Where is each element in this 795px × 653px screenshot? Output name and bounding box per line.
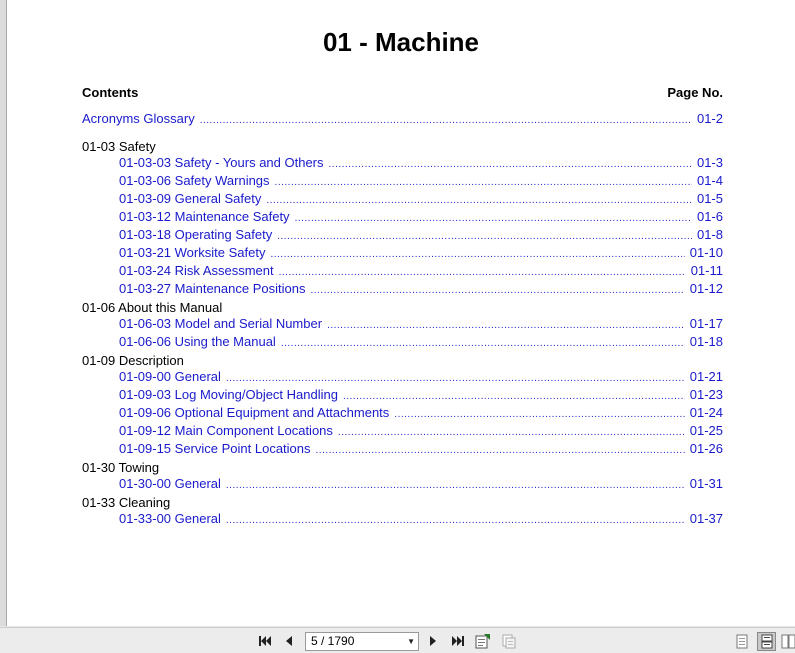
toc-entry-label: 01-09-00 General — [119, 369, 221, 384]
toc-section-heading: 01-30 Towing — [82, 460, 160, 475]
toc-entry-page: 01-8 — [696, 227, 723, 242]
toc-entry-label: 01-03-18 Operating Safety — [119, 227, 273, 242]
toc-entry[interactable] — [82, 405, 723, 423]
toc-entry-label: 01-06-06 Using the Manual — [119, 334, 276, 349]
toc-entry-page: 01-21 — [689, 369, 723, 384]
toc-entry-page: 01-25 — [689, 423, 723, 438]
next-page-icon[interactable] — [425, 633, 441, 649]
single-page-view-icon[interactable] — [734, 633, 750, 649]
document-page — [7, 0, 795, 626]
dot-leader — [281, 338, 685, 349]
toc-entry-page: 01-18 — [689, 334, 723, 349]
toc-entry[interactable] — [82, 227, 723, 245]
viewer-left-edge — [0, 0, 7, 626]
toc-entry[interactable] — [82, 476, 723, 494]
page-indicator: 5 / 1790 — [311, 634, 355, 648]
dot-leader — [329, 159, 692, 170]
toc-entry[interactable] — [82, 263, 723, 281]
dot-leader — [266, 195, 692, 206]
toc-entry[interactable] — [82, 209, 723, 227]
toc-entry[interactable] — [82, 441, 723, 459]
toc-entry-page: 01-24 — [689, 405, 723, 420]
continuous-view-icon[interactable] — [757, 632, 776, 651]
toc-entry-label: 01-03-27 Maintenance Positions — [119, 281, 306, 296]
viewer-toolbar — [0, 627, 795, 653]
toc-entry-label: 01-09-12 Main Component Locations — [119, 423, 333, 438]
toc-entry-label: 01-09-15 Service Point Locations — [119, 441, 311, 456]
toc-entry-page: 01-31 — [689, 476, 723, 491]
first-page-icon[interactable] — [257, 633, 273, 649]
toc-entry[interactable] — [82, 191, 723, 209]
dot-leader — [327, 320, 685, 331]
toc-entry[interactable] — [82, 173, 723, 191]
toc-entry-page: 01-4 — [696, 173, 723, 188]
page-no-header: Page No. — [667, 85, 723, 100]
table-of-contents — [82, 111, 723, 529]
toc-entry[interactable] — [82, 155, 723, 173]
facing-view-icon[interactable] — [780, 633, 795, 649]
toc-entry[interactable] — [82, 387, 723, 405]
toc-entry-page: 01-26 — [689, 441, 723, 456]
toc-entry-label: 01-03-24 Risk Assessment — [119, 263, 274, 278]
toc-entry-page: 01-10 — [689, 245, 723, 260]
toc-entry-page: 01-17 — [689, 316, 723, 331]
last-page-icon[interactable] — [450, 633, 466, 649]
dot-leader — [200, 115, 692, 126]
toc-entry-page: 01-23 — [689, 387, 723, 402]
toc-entry[interactable] — [82, 245, 723, 263]
dot-leader — [277, 231, 692, 242]
toc-entry-page: 01-5 — [696, 191, 723, 206]
toc-entry-page: 01-11 — [690, 263, 723, 278]
dot-leader — [310, 285, 684, 296]
toc-entry-label: 01-03-12 Maintenance Safety — [119, 209, 290, 224]
dot-leader — [226, 373, 685, 384]
dot-leader — [338, 427, 685, 438]
toc-entry[interactable] — [82, 511, 723, 529]
toc-entry[interactable] — [82, 369, 723, 387]
toc-entry-label: 01-30-00 General — [119, 476, 221, 491]
toc-entry-label: 01-03-09 General Safety — [119, 191, 262, 206]
toc-entry-page: 01-37 — [689, 511, 723, 526]
toc-entry-page: 01-12 — [689, 281, 723, 296]
print-icon[interactable] — [501, 633, 517, 649]
toc-entry[interactable] — [82, 334, 723, 352]
toc-entry[interactable] — [82, 423, 723, 441]
dot-leader — [270, 249, 684, 260]
toc-entry-label: 01-09-03 Log Moving/Object Handling — [119, 387, 338, 402]
toc-entry-page: 01-2 — [696, 111, 723, 126]
dot-leader — [343, 391, 685, 402]
dot-leader — [394, 409, 684, 420]
dot-leader — [316, 445, 685, 456]
toc-section-heading: 01-09 Description — [82, 353, 184, 368]
toc-entry-label: 01-09-06 Optional Equipment and Attachments — [119, 405, 390, 420]
page-selector[interactable] — [305, 632, 419, 651]
dot-leader — [275, 177, 692, 188]
toc-entry[interactable] — [82, 316, 723, 334]
page-title: 01 - Machine — [322, 27, 480, 57]
toc-entry-page: 01-6 — [696, 209, 723, 224]
toc-section-heading: 01-06 About this Manual — [82, 300, 223, 315]
toc-entry-label: 01-33-00 General — [119, 511, 221, 526]
dot-leader — [279, 267, 686, 278]
toc-entry-label: 01-03-06 Safety Warnings — [119, 173, 270, 188]
dot-leader — [226, 480, 685, 491]
contents-header: Contents — [82, 85, 139, 100]
toc-entry-acronyms-glossary[interactable] — [82, 111, 723, 129]
toc-entry-label: 01-03-21 Worksite Safety — [119, 245, 266, 260]
dot-leader — [226, 515, 685, 526]
chevron-down-icon: ▼ — [407, 637, 415, 646]
toc-section-heading: 01-03 Safety — [82, 139, 156, 154]
prev-page-icon[interactable] — [281, 633, 297, 649]
toc-entry[interactable] — [82, 281, 723, 299]
toc-entry-label: Acronyms Glossary — [82, 111, 195, 126]
toc-section-heading: 01-33 Cleaning — [82, 495, 171, 510]
toc-entry-label: 01-03-03 Safety - Yours and Others — [119, 155, 324, 170]
dot-leader — [295, 213, 692, 224]
toc-entry-label: 01-06-03 Model and Serial Number — [119, 316, 323, 331]
export-icon[interactable] — [475, 633, 491, 649]
toc-entry-page: 01-3 — [696, 155, 723, 170]
